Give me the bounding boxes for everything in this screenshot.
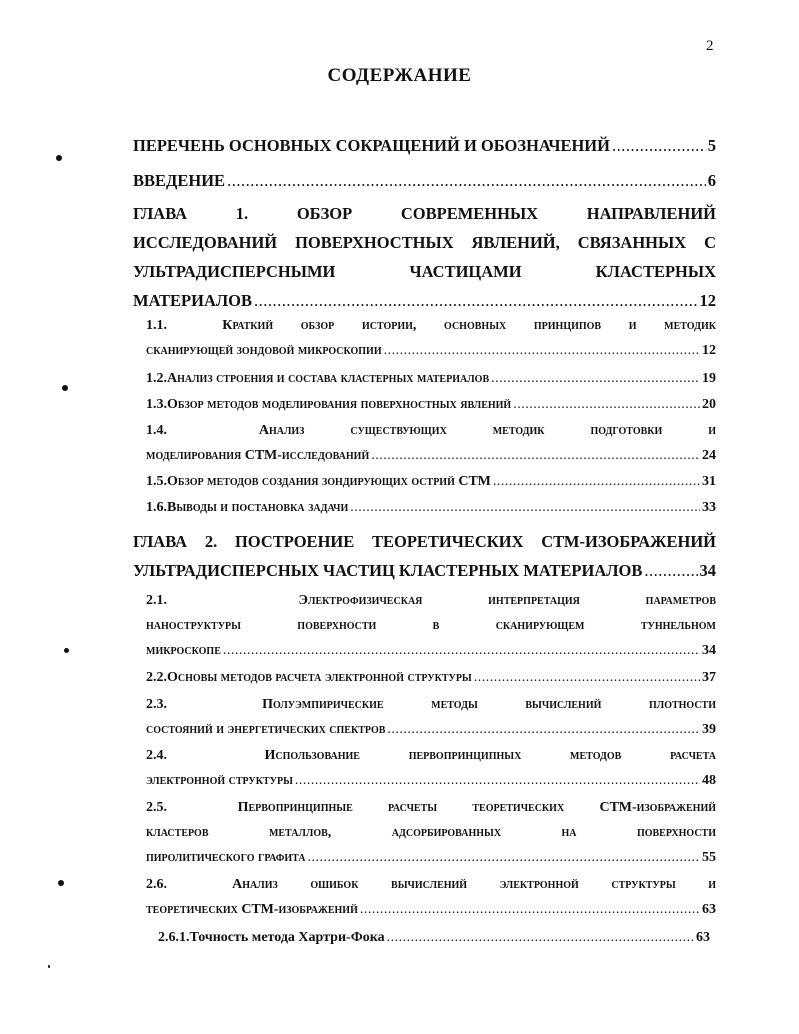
toc-page-number: 63 bbox=[702, 902, 716, 917]
dot-leader bbox=[308, 845, 700, 870]
toc-entry-line: Краткий обзор истории, основных принципов и методик bbox=[222, 318, 716, 333]
toc-entry-2-6-1[interactable] bbox=[158, 925, 710, 950]
toc-section-number: 2.1. bbox=[146, 593, 167, 608]
toc-entry-line: Первопринципные расчеты теоретических СТМ-изображений bbox=[237, 800, 717, 815]
toc-page-number: 5 bbox=[707, 136, 716, 155]
toc-entry-line: ИССЛЕДОВАНИЙ ПОВЕРХНОСТНЫХ ЯВЛЕНИЙ, СВЯЗАННЫХ С bbox=[133, 233, 716, 252]
toc-entry-text: ПЕРЕЧЕНЬ ОСНОВНЫХ СОКРАЩЕНИЙ И ОБОЗНАЧЕНИЙ bbox=[133, 136, 610, 155]
toc-entry-1-3[interactable] bbox=[146, 392, 716, 417]
toc-entry-text: Обзор методов моделирования поверхностных явлений bbox=[167, 397, 512, 412]
toc-entry-text: теоретических СТМ-изображений bbox=[146, 902, 358, 917]
toc-page-number: 33 bbox=[702, 500, 716, 515]
toc-section-number: 1.5. bbox=[146, 474, 167, 489]
toc-entry-line: ГЛАВА 1. ОБЗОР СОВРЕМЕННЫХ НАПРАВЛЕНИЙ bbox=[133, 204, 716, 223]
toc-page-number: 19 bbox=[702, 371, 716, 386]
toc-entry-1-1[interactable] bbox=[146, 313, 716, 363]
toc-entry-text: моделирования СТМ-исследований bbox=[146, 448, 370, 463]
toc-page-number: 12 bbox=[699, 291, 716, 310]
toc-entry-text: Основы методов расчета электронной структуры bbox=[167, 670, 472, 685]
toc-section-number: 1.4. bbox=[146, 423, 167, 438]
scan-speck bbox=[58, 880, 64, 886]
page-number: 2 bbox=[706, 38, 714, 54]
toc-entry-chapter-1[interactable] bbox=[133, 199, 716, 315]
toc-entry-2-5[interactable] bbox=[146, 795, 716, 870]
toc-entry-1-4[interactable] bbox=[146, 418, 716, 468]
dot-leader bbox=[295, 768, 700, 793]
toc-page-number: 24 bbox=[702, 448, 716, 463]
scan-speck bbox=[64, 648, 69, 653]
toc-entry-text: Точность метода Хартри-Фока bbox=[189, 930, 385, 945]
toc-section-number: 1.2. bbox=[146, 371, 167, 386]
toc-page-number: 37 bbox=[702, 670, 716, 685]
toc-page-number: 31 bbox=[702, 474, 716, 489]
toc-page-number: 34 bbox=[699, 561, 716, 580]
toc-entry-text: УЛЬТРАДИСПЕРСНЫХ ЧАСТИЦ КЛАСТЕРНЫХ МАТЕРИАЛОВ bbox=[133, 561, 643, 580]
dot-leader bbox=[612, 131, 706, 160]
dot-leader bbox=[350, 495, 700, 520]
toc-entry-line: Полуэмпирические методы вычислений плотности bbox=[262, 697, 716, 712]
toc-entry-text: Выводы и постановка задачи bbox=[167, 500, 349, 515]
toc-entry-2-2[interactable] bbox=[146, 665, 716, 690]
toc-entry-2-4[interactable] bbox=[146, 743, 716, 793]
toc-section-number: 1.1. bbox=[146, 318, 167, 333]
toc-entry-text: МАТЕРИАЛОВ bbox=[133, 291, 253, 310]
dot-leader bbox=[513, 392, 700, 417]
toc-entry-line: Анализ ошибок вычислений электронной структуры и bbox=[232, 877, 716, 892]
toc-section-number: 1.6. bbox=[146, 500, 167, 515]
dot-leader bbox=[254, 286, 697, 315]
toc-entry-abbreviations[interactable] bbox=[133, 131, 716, 160]
dot-leader bbox=[493, 469, 700, 494]
toc-entry-line: ГЛАВА 2. ПОСТРОЕНИЕ ТЕОРЕТИЧЕСКИХ СТМ-ИЗОБРАЖЕНИЙ bbox=[133, 532, 716, 551]
toc-entry-chapter-2[interactable] bbox=[133, 527, 716, 585]
page-title: СОДЕРЖАНИЕ bbox=[327, 65, 472, 86]
toc-entry-line: Электрофизическая интерпретация параметров bbox=[298, 593, 716, 608]
toc-page-number: 63 bbox=[696, 930, 710, 945]
dot-leader bbox=[360, 897, 700, 922]
toc-page-number: 34 bbox=[702, 643, 716, 658]
toc-page-number: 20 bbox=[702, 397, 716, 412]
toc-entry-line: Использование первопринципных методов расчета bbox=[264, 748, 717, 763]
dot-leader bbox=[387, 717, 700, 742]
toc-entry-text: пиролитического графита bbox=[146, 850, 306, 865]
dot-leader bbox=[223, 638, 700, 663]
toc-page-number: 55 bbox=[702, 850, 716, 865]
scan-speck bbox=[62, 385, 68, 391]
dot-leader bbox=[474, 665, 700, 690]
toc-section-number: 2.2. bbox=[146, 670, 167, 685]
toc-entry-text: микроскопе bbox=[146, 643, 221, 658]
dot-leader bbox=[371, 443, 700, 468]
toc-entry-line: Анализ существующих методик подготовки и bbox=[258, 423, 716, 438]
toc-section-number: 2.3. bbox=[146, 697, 167, 712]
scan-speck bbox=[56, 155, 62, 161]
toc-entry-text: Обзор методов создания зондирующих острий СТМ bbox=[167, 474, 491, 489]
toc-entry-text: Анализ строения и состава кластерных материалов bbox=[167, 371, 490, 386]
toc-entry-2-6[interactable] bbox=[146, 872, 716, 922]
toc-entry-2-3[interactable] bbox=[146, 692, 716, 742]
scan-speck bbox=[48, 965, 50, 968]
dot-leader bbox=[387, 925, 694, 950]
toc-section-number: 2.6.1. bbox=[158, 930, 190, 945]
toc-entry-text: электронной структуры bbox=[146, 773, 293, 788]
toc-entry-2-1[interactable] bbox=[146, 588, 716, 663]
toc-section-number: 1.3. bbox=[146, 397, 167, 412]
dot-leader bbox=[384, 338, 700, 363]
toc-section-number: 2.4. bbox=[146, 748, 167, 763]
toc-entry-line: УЛЬТРАДИСПЕРСНЫМИ ЧАСТИЦАМИ КЛАСТЕРНЫХ bbox=[133, 262, 716, 281]
toc-entry-text: состояний и энергетических спектров bbox=[146, 722, 386, 737]
toc-entry-text: ВВЕДЕНИЕ bbox=[133, 171, 226, 190]
toc-page-number: 39 bbox=[702, 722, 716, 737]
dot-leader bbox=[227, 166, 706, 195]
toc-entry-1-5[interactable] bbox=[146, 469, 716, 494]
toc-page-number: 6 bbox=[707, 171, 716, 190]
toc-entry-introduction[interactable] bbox=[133, 166, 716, 195]
dot-leader bbox=[491, 366, 700, 391]
toc-entry-1-6[interactable] bbox=[146, 495, 716, 520]
toc-entry-line: кластеров металлов, адсорбированных на поверхности bbox=[146, 825, 716, 840]
toc-entry-line: наноструктуры поверхности в сканирующем туннельном bbox=[146, 618, 716, 633]
toc-page-number: 48 bbox=[702, 773, 716, 788]
dot-leader bbox=[644, 556, 697, 585]
toc-entry-1-2[interactable] bbox=[146, 366, 716, 391]
toc-page-number: 12 bbox=[702, 343, 716, 358]
toc-section-number: 2.5. bbox=[146, 800, 167, 815]
toc-section-number: 2.6. bbox=[146, 877, 167, 892]
toc-entry-text: сканирующей зондовой микроскопии bbox=[146, 343, 382, 358]
